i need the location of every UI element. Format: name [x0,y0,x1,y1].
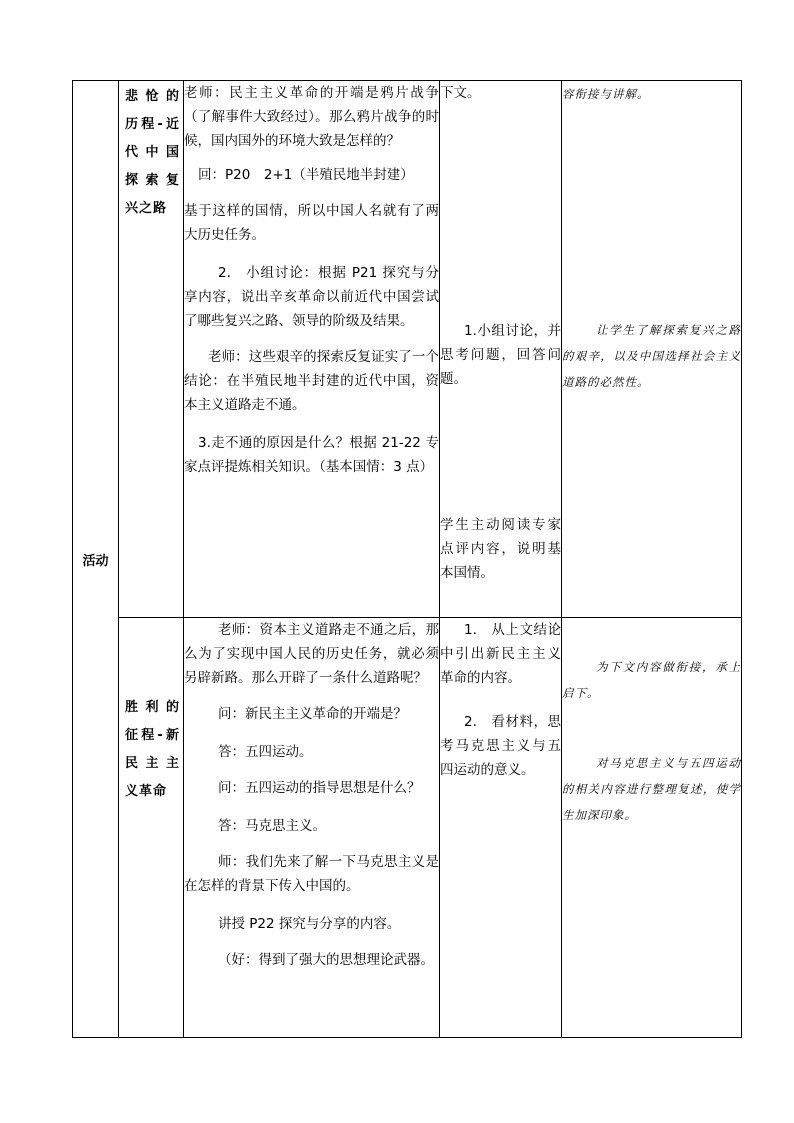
section-title: 胜利的征程-新民主主义革命 [125,700,180,799]
student-text: 1. 从上文结论中引出新民主主义革命的内容。 [440,622,561,686]
student-text: 学生主动阅读专家点评内容，说明基本国情。 [440,517,561,581]
section-cell [119,81,184,618]
section-title: 悲怆的历程-近代中国探索复兴之路 [125,89,180,216]
teacher-activity-cell [184,81,440,618]
teacher-text: 老师：民主主义革命的开端是鸦片战争（了解事件大致经过）。那么鸦片战争的时候，国内国外的环境大致是怎样的？ [184,85,439,149]
table-row [73,81,742,618]
lesson-plan-table [72,80,742,1038]
teacher-text: 讲授 P22 探究与分享的内容。 [218,916,401,932]
teacher-activity-cell [184,618,440,1038]
table-row [73,618,742,1038]
teacher-text: 回：P20 2+1（半殖民地半封建） [198,167,414,183]
teacher-text: 老师：资本主义道路走不通之后，那么为了实现中国人民的历史任务，就必须另辟新路。那么开辟了一条什么道路呢？ [184,622,439,686]
category-cell: 活动 [73,81,119,1038]
design-text: 容衔接与讲解。 [562,87,650,101]
teacher-text: 师：我们先来了解一下马克思主义是在怎样的背景下传入中国的。 [184,854,439,894]
teacher-text: 基于这样的国情，所以中国人名就有了两大历史任务。 [184,203,439,243]
design-intent-cell [562,618,742,1038]
teacher-text: 问：五四运动的指导思想是什么？ [218,780,421,796]
design-text: 对马克思主义与五四运动的相关内容进行整理复述，使学生加深印象。 [562,756,741,822]
teacher-text: 3.走不通的原因是什么？根据 21-22 专家点评提炼相关知识。（基本国情：3 点） [184,435,439,475]
teacher-text: 答：五四运动。 [218,744,313,760]
teacher-text: 老师：这些艰辛的探索反复证实了一个结论：在半殖民地半封建的近代中国，资本主义道路走不通。 [184,349,439,413]
teacher-text: 问：新民主主义革命的开端是？ [218,706,407,722]
teacher-text: 答：马克思主义。 [218,818,326,834]
student-activity-cell [440,618,562,1038]
section-cell [119,618,184,1038]
student-text: 1.小组讨论，并思考问题，回答问题。 [440,323,561,387]
teacher-text: 2. 小组讨论：根据 P21 探究与分享内容，说出辛亥革命以前近代中国尝试了哪些复兴之路、领导的阶级及结果。 [184,265,439,329]
design-text: 让学生了解探索复兴之路的艰辛，以及中国选择社会主义道路的必然性。 [562,323,741,389]
design-text: 为下文内容做衔接，承上启下。 [562,660,741,700]
student-activity-cell [440,81,562,618]
student-text: 2. 看材料，思考马克思主义与五四运动的意义。 [440,714,561,778]
teacher-text: （好：得到了强大的思想理论武器。 [218,952,434,968]
student-text: 下文。 [440,85,481,101]
design-intent-cell [562,81,742,618]
